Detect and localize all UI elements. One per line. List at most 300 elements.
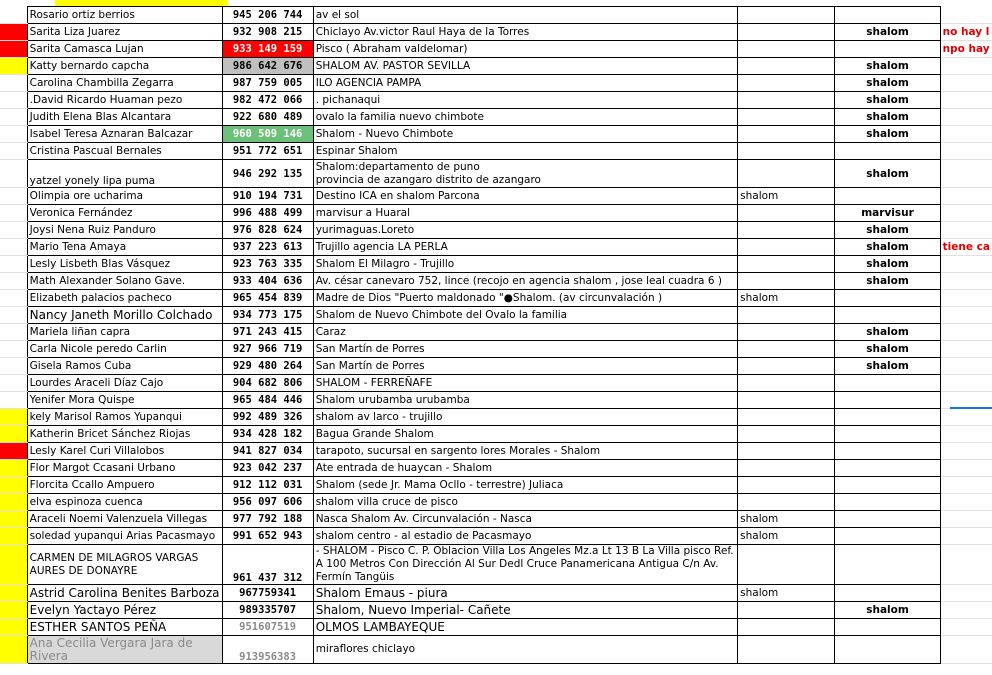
courier-cell[interactable]: shalom [835, 126, 940, 143]
note-cell[interactable] [940, 126, 992, 143]
address-cell[interactable] [313, 58, 737, 75]
name-cell[interactable]: Astrid Carolina Benites Barboza [27, 585, 222, 602]
courier-cell[interactable] [835, 636, 940, 664]
courier-cell[interactable]: shalom [835, 602, 940, 619]
name-cell[interactable]: yatzel yonely lipa puma [27, 160, 222, 188]
flag-cell[interactable] [0, 619, 27, 636]
flag-cell[interactable] [0, 160, 27, 188]
note-cell[interactable] [940, 511, 992, 528]
phone-cell[interactable]: 967759341 [222, 585, 313, 602]
phone-cell[interactable]: 991 652 943 [222, 528, 313, 545]
address-text: Pisco ( Abraham valdelomar) [315, 43, 468, 55]
phone-cell[interactable]: 910 194 731 [222, 188, 313, 205]
agency-cell[interactable] [738, 41, 835, 58]
phone-cell[interactable]: 960 509 146 [222, 126, 313, 143]
address-cell[interactable] [313, 222, 737, 239]
agency-cell[interactable] [738, 409, 835, 426]
address-cell[interactable] [313, 126, 737, 143]
courier-cell[interactable] [835, 511, 940, 528]
note-cell[interactable] [940, 109, 992, 126]
address-text: SHALOM AV. PASTOR SEVILLA [315, 60, 471, 72]
flag-cell[interactable] [0, 358, 27, 375]
note-cell[interactable] [940, 58, 992, 75]
flag-cell[interactable] [0, 392, 27, 409]
table-row [0, 24, 992, 41]
courier-cell[interactable] [835, 188, 940, 205]
note-cell[interactable] [940, 602, 992, 619]
agency-cell[interactable] [738, 324, 835, 341]
address-cell[interactable] [313, 636, 737, 664]
note-cell[interactable] [940, 460, 992, 477]
name-cell[interactable]: Ana Cecilia Vergara Jara de Rivera [27, 636, 222, 664]
name-cell[interactable]: Judith Elena Blas Alcantara [27, 109, 222, 126]
phone-cell[interactable]: 934 773 175 [222, 307, 313, 324]
spreadsheet-grid [0, 6, 992, 664]
agency-cell[interactable] [738, 426, 835, 443]
note-cell[interactable] [940, 528, 992, 545]
address-cell[interactable] [313, 143, 737, 160]
agency-cell[interactable] [738, 392, 835, 409]
address-text: shalom centro - al estadio de Pacasmayo [315, 530, 532, 542]
agency-cell[interactable]: shalom [738, 528, 835, 545]
table-row [0, 109, 992, 126]
courier-cell[interactable] [835, 545, 940, 585]
courier-cell[interactable]: shalom [835, 341, 940, 358]
note-cell[interactable] [940, 273, 992, 290]
courier-cell[interactable] [835, 307, 940, 324]
note-cell[interactable] [940, 307, 992, 324]
table-row [0, 75, 992, 92]
flag-cell[interactable] [0, 290, 27, 307]
address-text: Caraz [315, 326, 346, 338]
address-cell[interactable] [313, 160, 737, 188]
address-text: Nasca Shalom Av. Circunvalación - Nasca [315, 513, 532, 525]
agency-cell[interactable]: shalom [738, 290, 835, 307]
phone-cell[interactable]: 937 223 613 [222, 239, 313, 256]
name-cell[interactable]: Rosario ortiz berrios [27, 7, 222, 24]
address-text: av el sol [315, 9, 360, 21]
agency-cell[interactable] [738, 143, 835, 160]
flag-cell[interactable] [0, 460, 27, 477]
table-row [0, 636, 992, 664]
phone-cell[interactable]: 933 149 159 [222, 41, 313, 58]
flag-cell[interactable] [0, 41, 27, 58]
name-cell[interactable]: Lesly Karel Curi Villalobos [27, 443, 222, 460]
flag-cell[interactable] [0, 205, 27, 222]
courier-cell[interactable]: shalom [835, 358, 940, 375]
address-cell[interactable] [313, 426, 737, 443]
name-cell[interactable]: Isabel Teresa Aznaran Balcazar [27, 126, 222, 143]
phone-cell[interactable]: 922 680 489 [222, 109, 313, 126]
phone-cell[interactable]: 951 772 651 [222, 143, 313, 160]
flag-cell[interactable] [0, 636, 27, 664]
name-cell[interactable]: Mario Tena Amaya [27, 239, 222, 256]
table-row [0, 511, 992, 528]
agency-cell[interactable] [738, 477, 835, 494]
address-cell[interactable] [313, 256, 737, 273]
table-row [0, 324, 992, 341]
table-row [0, 58, 992, 75]
phone-cell[interactable]: 986 642 676 [222, 58, 313, 75]
agency-cell[interactable] [738, 443, 835, 460]
agency-cell[interactable] [738, 545, 835, 585]
note-cell[interactable] [940, 92, 992, 109]
name-cell[interactable]: Nancy Janeth Morillo Colchado [27, 307, 222, 324]
address-cell[interactable] [313, 545, 737, 585]
address-cell[interactable] [313, 392, 737, 409]
address-cell[interactable] [313, 205, 737, 222]
courier-cell[interactable]: shalom [835, 239, 940, 256]
flag-cell[interactable] [0, 307, 27, 324]
phone-cell[interactable]: 946 292 135 [222, 160, 313, 188]
address-cell[interactable] [313, 341, 737, 358]
courier-cell[interactable] [835, 494, 940, 511]
agency-cell[interactable] [738, 205, 835, 222]
flag-cell[interactable] [0, 92, 27, 109]
address-text: Chiclayo Av.victor Raul Haya de la Torres [315, 26, 530, 38]
phone-cell[interactable]: 923 763 335 [222, 256, 313, 273]
address-cell[interactable] [313, 602, 737, 619]
note-cell[interactable] [940, 160, 992, 188]
name-cell[interactable]: Sarita Liza Juarez [27, 24, 222, 41]
agency-cell[interactable] [738, 222, 835, 239]
table-row [0, 426, 992, 443]
note-cell[interactable] [940, 619, 992, 636]
phone-cell[interactable]: 951607519 [222, 619, 313, 636]
note-cell[interactable] [940, 375, 992, 392]
courier-cell[interactable] [835, 585, 940, 602]
note-cell[interactable] [940, 341, 992, 358]
agency-cell[interactable] [738, 358, 835, 375]
courier-cell[interactable] [835, 460, 940, 477]
courier-cell[interactable] [835, 528, 940, 545]
note-cell[interactable] [940, 75, 992, 92]
flag-cell[interactable] [0, 126, 27, 143]
address-cell[interactable] [313, 494, 737, 511]
address-text: Shalom Emaus - piura [315, 585, 448, 600]
address-cell[interactable] [313, 477, 737, 494]
note-cell[interactable] [940, 324, 992, 341]
note-cell[interactable] [940, 636, 992, 664]
flag-cell[interactable] [0, 602, 27, 619]
address-cell[interactable] [313, 188, 737, 205]
name-cell[interactable]: Carolina Chambilla Zegarra [27, 75, 222, 92]
agency-cell[interactable]: shalom [738, 511, 835, 528]
phone-cell[interactable]: 923 042 237 [222, 460, 313, 477]
agency-cell[interactable] [738, 375, 835, 392]
agency-cell[interactable] [738, 92, 835, 109]
courier-cell[interactable] [835, 443, 940, 460]
courier-cell[interactable]: shalom [835, 75, 940, 92]
courier-cell[interactable]: shalom [835, 256, 940, 273]
courier-cell[interactable] [835, 477, 940, 494]
courier-cell[interactable]: shalom [835, 58, 940, 75]
table-row [0, 477, 992, 494]
phone-cell[interactable]: 992 489 326 [222, 409, 313, 426]
name-cell[interactable]: Lourdes Araceli Díaz Cajo [27, 375, 222, 392]
address-text: Shalom, Nuevo Imperial- Cañete [315, 602, 511, 617]
agency-cell[interactable] [738, 636, 835, 664]
name-cell[interactable]: .David Ricardo Huaman pezo [27, 92, 222, 109]
table-row [0, 307, 992, 324]
flag-cell[interactable] [0, 409, 27, 426]
name-cell[interactable]: Yenifer Mora Quispe [27, 392, 222, 409]
phone-cell[interactable]: 987 759 005 [222, 75, 313, 92]
agency-cell[interactable] [738, 75, 835, 92]
agency-cell[interactable] [738, 256, 835, 273]
address-cell[interactable] [313, 324, 737, 341]
note-cell[interactable] [940, 290, 992, 307]
address-cell[interactable] [313, 24, 737, 41]
address-cell[interactable] [313, 409, 737, 426]
name-cell[interactable]: Carla Nicole peredo Carlin [27, 341, 222, 358]
address-cell[interactable] [313, 375, 737, 392]
courier-cell[interactable]: shalom [835, 222, 940, 239]
agency-cell[interactable] [738, 619, 835, 636]
flag-cell[interactable] [0, 222, 27, 239]
address-text: yurimaguas.Loreto [315, 224, 415, 236]
agency-cell[interactable] [738, 602, 835, 619]
note-cell[interactable] [940, 585, 992, 602]
flag-cell[interactable] [0, 341, 27, 358]
courier-cell[interactable]: shalom [835, 92, 940, 109]
address-text: Shalom El Milagro - Trujillo [315, 258, 455, 270]
courier-cell[interactable] [835, 143, 940, 160]
name-cell[interactable]: elva espinoza cuenca [27, 494, 222, 511]
name-cell[interactable]: Math Alexander Solano Gave. [27, 273, 222, 290]
flag-cell[interactable] [0, 585, 27, 602]
name-cell[interactable]: Lesly Lisbeth Blas Vásquez [27, 256, 222, 273]
note-cell[interactable] [940, 358, 992, 375]
table-row [0, 460, 992, 477]
agency-cell[interactable] [738, 460, 835, 477]
courier-cell[interactable]: shalom [835, 24, 940, 41]
address-cell[interactable] [313, 511, 737, 528]
note-cell[interactable] [940, 443, 992, 460]
address-text: . pichanaqui [315, 94, 381, 106]
name-cell[interactable]: Katherin Bricet Sánchez Riojas [27, 426, 222, 443]
name-cell[interactable]: Gisela Ramos Cuba [27, 358, 222, 375]
table-row [0, 585, 992, 602]
flag-cell[interactable] [0, 239, 27, 256]
flag-cell[interactable] [0, 143, 27, 160]
agency-cell[interactable]: shalom [738, 188, 835, 205]
address-text: Shalom:departamento de puno provincia de azangaro distrito de azangaro [315, 160, 541, 186]
name-cell[interactable]: Olimpia ore ucharima [27, 188, 222, 205]
table-row [0, 92, 992, 109]
agency-cell[interactable] [738, 341, 835, 358]
address-cell[interactable] [313, 528, 737, 545]
table-row [0, 494, 992, 511]
address-cell[interactable] [313, 307, 737, 324]
agency-cell[interactable] [738, 109, 835, 126]
flag-cell[interactable] [0, 7, 27, 24]
table-row [0, 7, 992, 24]
agency-cell[interactable]: shalom [738, 585, 835, 602]
phone-cell[interactable]: 927 966 719 [222, 341, 313, 358]
courier-cell[interactable]: marvisur [835, 205, 940, 222]
address-cell[interactable] [313, 290, 737, 307]
courier-cell[interactable]: shalom [835, 109, 940, 126]
phone-cell[interactable]: 956 097 606 [222, 494, 313, 511]
name-cell[interactable]: Florcita Ccallo Ampuero [27, 477, 222, 494]
courier-cell[interactable] [835, 375, 940, 392]
note-cell[interactable] [940, 426, 992, 443]
phone-cell[interactable]: 996 488 499 [222, 205, 313, 222]
name-cell[interactable]: Veronica Fernández [27, 205, 222, 222]
courier-cell[interactable] [835, 619, 940, 636]
note-cell[interactable] [940, 409, 992, 426]
phone-cell[interactable]: 989335707 [222, 602, 313, 619]
agency-cell[interactable] [738, 307, 835, 324]
name-cell[interactable]: Joysi Nena Ruiz Panduro [27, 222, 222, 239]
name-cell[interactable]: Cristina Pascual Bernales [27, 143, 222, 160]
note-cell[interactable] [940, 545, 992, 585]
flag-cell[interactable] [0, 188, 27, 205]
phone-cell[interactable]: 977 792 188 [222, 511, 313, 528]
courier-cell[interactable]: shalom [835, 160, 940, 188]
courier-cell[interactable] [835, 7, 940, 24]
flag-cell[interactable] [0, 256, 27, 273]
agency-cell[interactable] [738, 126, 835, 143]
agency-cell[interactable] [738, 239, 835, 256]
name-cell[interactable]: soledad yupanqui Arias Pacasmayo [27, 528, 222, 545]
address-text: OLMOS LAMBAYEQUE [315, 619, 445, 634]
name-cell[interactable]: CARMEN DE MILAGROS VARGAS AURES DE DONAYRE [27, 545, 222, 585]
note-cell[interactable] [940, 494, 992, 511]
address-text: Espinar Shalom [315, 145, 398, 157]
table-row [0, 290, 992, 307]
note-cell[interactable] [940, 143, 992, 160]
name-cell[interactable]: ESTHER SANTOS PEÑA [27, 619, 222, 636]
phone-cell[interactable]: 961 437 312 [222, 545, 313, 585]
flag-cell[interactable] [0, 273, 27, 290]
flag-cell[interactable] [0, 494, 27, 511]
address-text: Madre de Dios "Puerto maldonado "●Shalom. (av circunvalación ) [315, 292, 663, 304]
phone-cell[interactable]: 976 828 624 [222, 222, 313, 239]
flag-cell[interactable] [0, 477, 27, 494]
phone-cell[interactable]: 971 243 415 [222, 324, 313, 341]
table-row [0, 341, 992, 358]
address-text: tarapoto, sucursal en sargento lores Morales - Shalom [315, 445, 601, 457]
note-cell[interactable] [940, 477, 992, 494]
flag-cell[interactable] [0, 528, 27, 545]
note-cell[interactable]: npo hay [940, 41, 992, 58]
phone-cell[interactable]: 904 682 806 [222, 375, 313, 392]
address-cell[interactable] [313, 585, 737, 602]
name-cell[interactable]: Elizabeth palacios pacheco [27, 290, 222, 307]
address-cell[interactable] [313, 460, 737, 477]
table-row [0, 256, 992, 273]
phone-cell[interactable]: 965 454 839 [222, 290, 313, 307]
agency-cell[interactable] [738, 24, 835, 41]
courier-cell[interactable]: shalom [835, 324, 940, 341]
name-cell[interactable]: Sarita Camasca Lujan [27, 41, 222, 58]
flag-cell[interactable] [0, 109, 27, 126]
note-cell[interactable] [940, 7, 992, 24]
note-cell[interactable] [940, 256, 992, 273]
phone-cell[interactable]: 912 112 031 [222, 477, 313, 494]
address-cell[interactable] [313, 619, 737, 636]
phone-cell[interactable]: 934 428 182 [222, 426, 313, 443]
table-row [0, 545, 992, 585]
phone-cell[interactable]: 965 484 446 [222, 392, 313, 409]
phone-cell[interactable]: 932 908 215 [222, 24, 313, 41]
phone-cell[interactable]: 941 827 034 [222, 443, 313, 460]
flag-cell[interactable] [0, 511, 27, 528]
courier-cell[interactable] [835, 290, 940, 307]
name-cell[interactable]: Evelyn Yactayo Pérez [27, 602, 222, 619]
name-cell[interactable]: Flor Margot Ccasani Urbano [27, 460, 222, 477]
phone-cell[interactable]: 929 480 264 [222, 358, 313, 375]
address-cell[interactable] [313, 92, 737, 109]
table-row [0, 443, 992, 460]
phone-cell[interactable]: 913956383 [222, 636, 313, 664]
flag-cell[interactable] [0, 426, 27, 443]
phone-cell[interactable]: 945 206 744 [222, 7, 313, 24]
address-cell[interactable] [313, 109, 737, 126]
address-cell[interactable] [313, 239, 737, 256]
address-text: Av. césar canevaro 752, lince (recojo en agencia shalom , jose leal cuadra 6 ) [315, 275, 722, 287]
phone-cell[interactable]: 982 472 066 [222, 92, 313, 109]
table-row [0, 126, 992, 143]
agency-cell[interactable] [738, 58, 835, 75]
name-cell[interactable]: kely Marisol Ramos Yupanqui [27, 409, 222, 426]
table-row [0, 358, 992, 375]
flag-cell[interactable] [0, 324, 27, 341]
agency-cell[interactable] [738, 273, 835, 290]
note-cell[interactable] [940, 222, 992, 239]
courier-cell[interactable] [835, 426, 940, 443]
table-row [0, 239, 992, 256]
flag-cell[interactable] [0, 24, 27, 41]
note-cell[interactable] [940, 188, 992, 205]
agency-cell[interactable] [738, 7, 835, 24]
name-cell[interactable]: Araceli Noemi Valenzuela Villegas [27, 511, 222, 528]
address-text: Destino ICA en shalom Parcona [315, 190, 480, 202]
note-cell[interactable]: tiene ca [940, 239, 992, 256]
flag-cell[interactable] [0, 75, 27, 92]
agency-cell[interactable] [738, 160, 835, 188]
courier-cell[interactable] [835, 409, 940, 426]
name-cell[interactable]: Mariela liñan capra [27, 324, 222, 341]
name-cell[interactable]: Katty bernardo capcha [27, 58, 222, 75]
note-cell[interactable] [940, 205, 992, 222]
table-row [0, 160, 992, 188]
table-row [0, 41, 992, 58]
flag-cell[interactable] [0, 443, 27, 460]
address-cell[interactable] [313, 358, 737, 375]
address-cell[interactable] [313, 41, 737, 58]
note-cell[interactable] [940, 392, 992, 409]
courier-cell[interactable] [835, 392, 940, 409]
agency-cell[interactable] [738, 494, 835, 511]
note-cell[interactable]: no hay l [940, 24, 992, 41]
courier-cell[interactable]: shalom [835, 273, 940, 290]
address-cell[interactable] [313, 75, 737, 92]
address-text: San Martín de Porres [315, 360, 425, 372]
courier-cell[interactable] [835, 41, 940, 58]
address-cell[interactable] [313, 273, 737, 290]
address-cell[interactable] [313, 7, 737, 24]
flag-cell[interactable] [0, 58, 27, 75]
table-row [0, 222, 992, 239]
flag-cell[interactable] [0, 545, 27, 585]
address-text: SHALOM - FERREÑAFE [315, 377, 433, 389]
phone-cell[interactable]: 933 404 636 [222, 273, 313, 290]
address-cell[interactable] [313, 443, 737, 460]
flag-cell[interactable] [0, 375, 27, 392]
